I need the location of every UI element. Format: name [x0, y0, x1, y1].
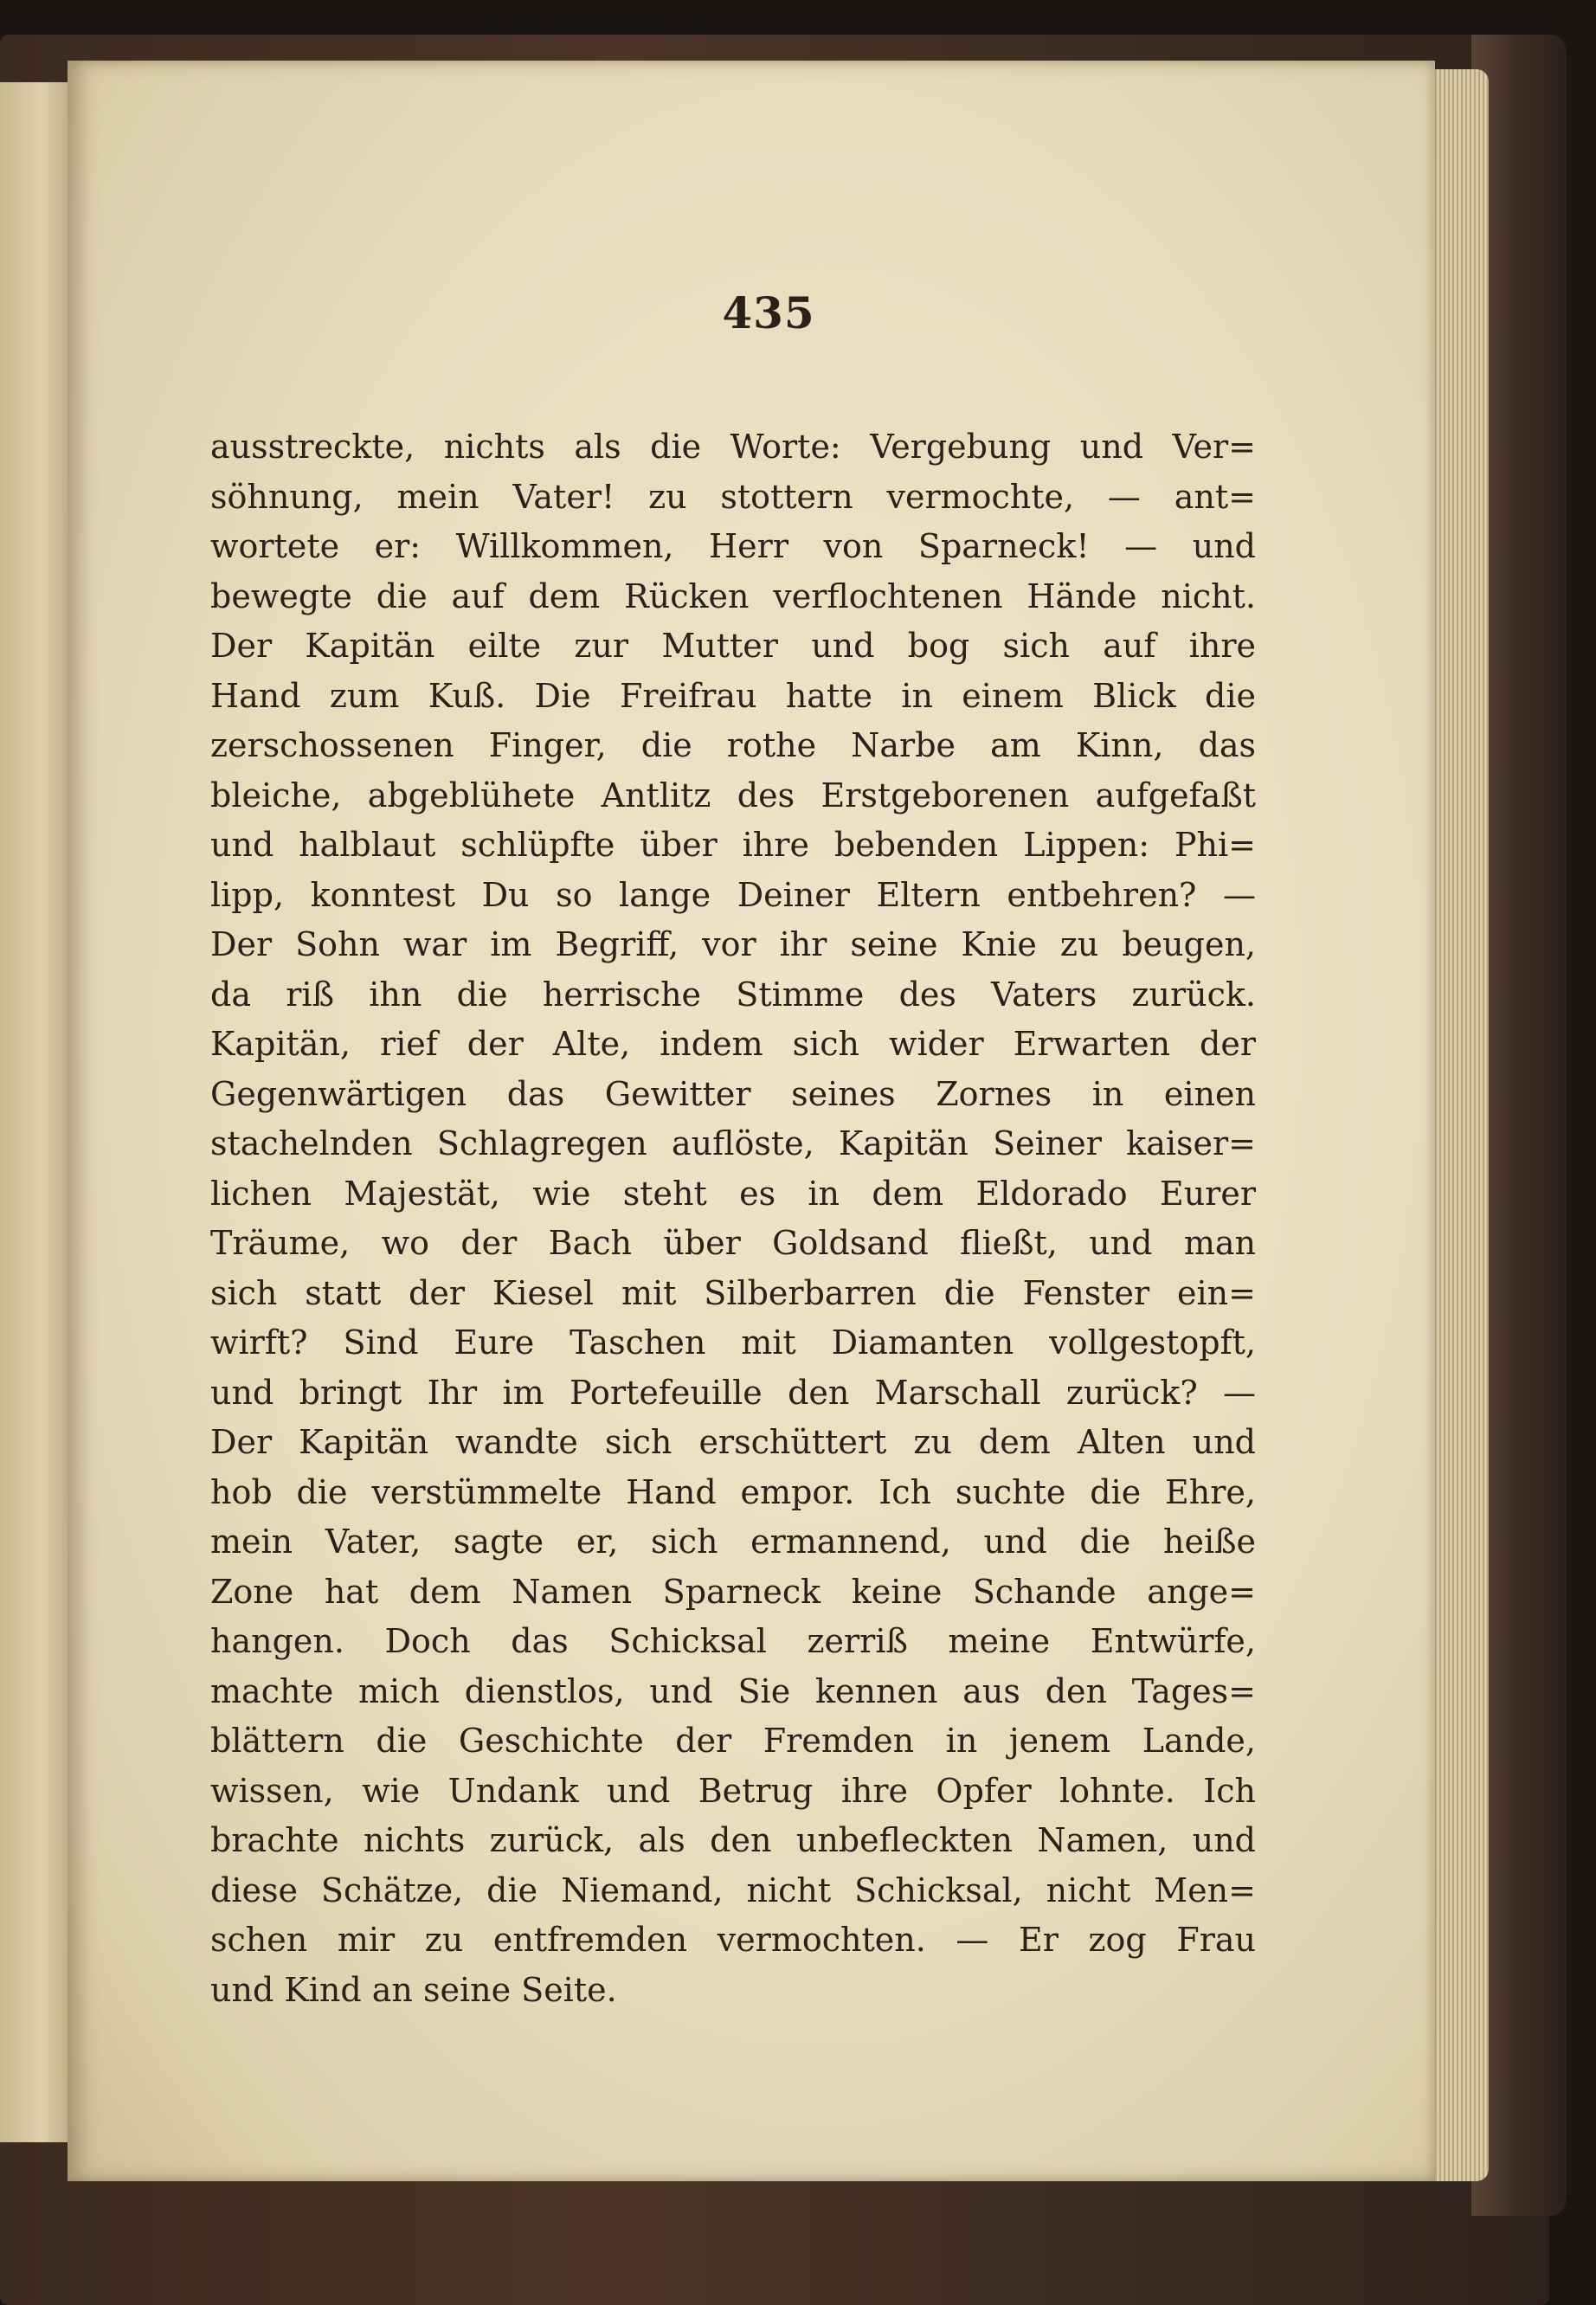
text-line: Gegenwärtigen das Gewitter seines Zornes in einen	[210, 1074, 1256, 1113]
body-text	[210, 422, 1256, 2015]
text-line: hob die verstümmelte Hand empor. Ich suchte die Ehre,	[210, 1472, 1256, 1511]
text-line: brachte nichts zurück, als den unbefleckten Namen, und	[210, 1821, 1256, 1859]
left-page-sliver	[0, 82, 72, 2142]
text-line: hangen. Doch das Schicksal zerriß meine Entwürfe,	[210, 1622, 1256, 1660]
book-page	[68, 61, 1435, 2181]
text-line: Der Sohn war im Begriff, vor ihr seine Knie zu beugen,	[210, 925, 1256, 963]
text-line: ausstreckte, nichts als die Worte: Vergebung und Ver=	[210, 428, 1256, 466]
text-line: stachelnden Schlagregen auflöste, Kapitän Seiner kaiser=	[210, 1124, 1256, 1162]
text-line: machte mich dienstlos, und Sie kennen aus den Tages=	[210, 1671, 1256, 1710]
text-line: lichen Majestät, wie steht es in dem Eldorado Eurer	[210, 1174, 1256, 1213]
text-line: wissen, wie Undank und Betrug ihre Opfer lohnte. Ich	[210, 1771, 1256, 1810]
text-line: wortete er: Willkommen, Herr von Sparneck! — und	[210, 527, 1256, 565]
text-line: lipp, konntest Du so lange Deiner Eltern entbehren? —	[210, 875, 1256, 914]
text-line: söhnung, mein Vater! zu stottern vermochte, — ant=	[210, 477, 1256, 516]
text-line: Hand zum Kuß. Die Freifrau hatte in einem Blick die	[210, 676, 1256, 715]
text-line: Der Kapitän wandte sich erschüttert zu dem Alten und	[210, 1423, 1256, 1461]
text-line: blättern die Geschichte der Fremden in jenem Lande,	[210, 1722, 1256, 1760]
page-number: 435	[722, 287, 815, 338]
text-line: schen mir zu entfremden vermochten. — Er zog Frau	[210, 1921, 1256, 1959]
text-line: sich statt der Kiesel mit Silberbarren die Fenster ein=	[210, 1273, 1256, 1312]
text-line: diese Schätze, die Niemand, nicht Schicksal, nicht Men=	[210, 1870, 1256, 1909]
text-line: mein Vater, sagte er, sich ermannend, und die heiße	[210, 1523, 1256, 1561]
text-line: bleiche, abgeblühete Antlitz des Erstgeborenen aufgefaßt	[210, 776, 1256, 814]
text-line: und bringt Ihr im Portefeuille den Marschall zurück? —	[210, 1373, 1256, 1412]
text-line: Kapitän, rief der Alte, indem sich wider Erwarten der	[210, 1025, 1256, 1063]
text-line: da riß ihn die herrische Stimme des Vaters zurück.	[210, 975, 1256, 1014]
text-line: bewegte die auf dem Rücken verflochtenen Hände nicht.	[210, 576, 1256, 615]
text-line: wirft? Sind Eure Taschen mit Diamanten vollgestopft,	[210, 1323, 1256, 1362]
text-line: und halblaut schlüpfte über ihre bebenden Lippen: Phi=	[210, 826, 1256, 864]
text-line: zerschossenen Finger, die rothe Narbe am Kinn, das	[210, 726, 1256, 764]
text-line: und Kind an seine Seite.	[210, 1970, 617, 2009]
text-line: Der Kapitän eilte zur Mutter und bog sich auf ihre	[210, 627, 1256, 665]
text-line: Zone hat dem Namen Sparneck keine Schande ange=	[210, 1572, 1256, 1611]
text-line: Träume, wo der Bach über Goldsand fließt, und man	[210, 1224, 1256, 1262]
